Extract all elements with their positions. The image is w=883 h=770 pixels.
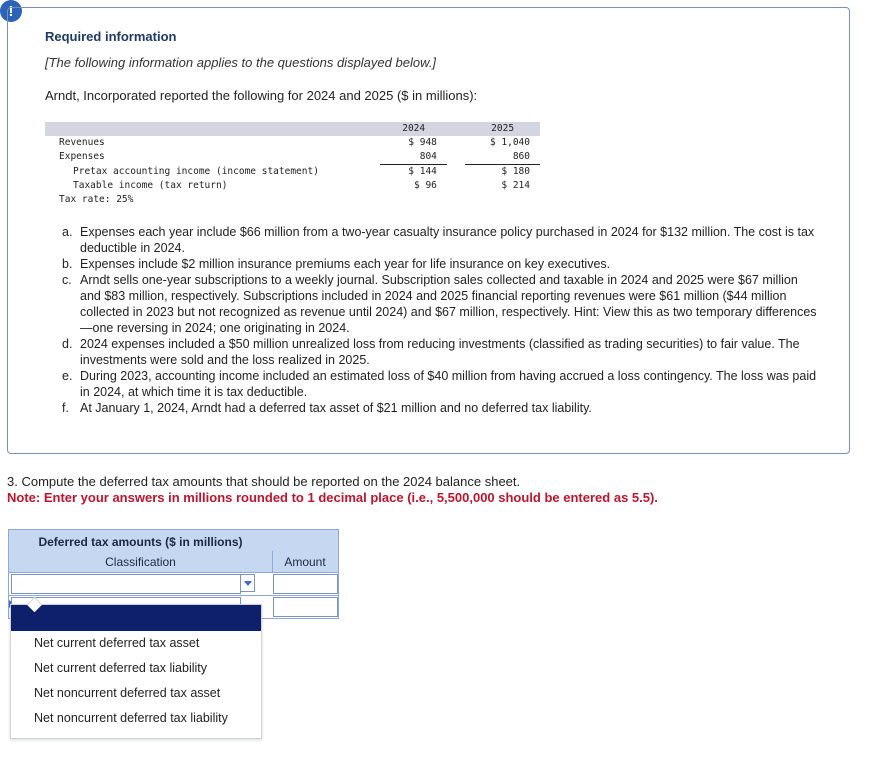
answer-table-header — [9, 530, 338, 572]
list-item — [62, 224, 822, 256]
table-row — [45, 193, 540, 207]
answer-table-title: Deferred tax amounts ($ in millions) — [38, 535, 243, 549]
row-label: Pretax accounting income (income statement) — [73, 165, 319, 177]
note-text: Arndt sells one-year subscriptions to a weekly journal. Subscription sales collected and taxable in 2024 and 2025 were $67 million and $83 million, respectively. Subscriptions included in 2024 and 2025 financial reporting revenues were $61 million ($44 million collected in 2023 but not recognized as revenue until 2024) and $67 million, respectively. Hint: View this as two temporary differences—one reversing in 2024; one originating in 2024. — [80, 273, 817, 335]
table-row — [45, 136, 540, 150]
note-text: 2024 expenses included a $50 million unrealized loss from reducing investments (classified as trading securities) to fair value. The investments were sold and the loss realized in 2025. — [80, 337, 800, 367]
value-2024: $ 96 — [414, 180, 437, 191]
dropdown-option[interactable]: Net noncurrent deferred tax asset — [34, 686, 221, 700]
dropdown-selected-blank-option[interactable] — [11, 605, 261, 631]
row-label: Taxable income (tax return) — [73, 180, 228, 191]
list-item — [62, 256, 822, 272]
classification-dropdown-menu — [10, 604, 262, 739]
dropdown-option[interactable]: Net current deferred tax asset — [34, 636, 200, 650]
exclamation-icon: ! — [0, 0, 22, 22]
dropdown-toggle-button[interactable] — [240, 574, 255, 592]
table-row — [45, 179, 540, 193]
value-2024: 804 — [380, 150, 446, 165]
column-header-classification: Classification — [105, 555, 176, 569]
value-2025: 860 — [465, 150, 540, 165]
financial-data-table — [45, 122, 540, 207]
answer-note: Note: Enter your answers in millions rounded to 1 decimal place (i.e., 5,500,000 should be entered as 5.5). — [7, 490, 658, 505]
list-item — [62, 272, 822, 336]
list-item — [62, 400, 822, 416]
note-text: Expenses include $2 million insurance premiums each year for life insurance on key executives. — [80, 257, 611, 271]
table-row — [45, 150, 540, 165]
note-letter: c. — [62, 273, 72, 287]
note-letter: d. — [62, 337, 73, 351]
notes-list — [62, 224, 822, 416]
note-text: During 2023, accounting income included an estimated loss of $40 million from having accrued a loss contingency. The loss was paid in 2024, at which time it is tax deductible. — [80, 369, 817, 399]
list-item — [62, 336, 822, 368]
note-letter: e. — [62, 369, 73, 383]
value-2025: $ 214 — [501, 180, 530, 191]
classification-select[interactable] — [11, 574, 241, 594]
note-letter: a. — [62, 225, 73, 239]
dropdown-option[interactable]: Net noncurrent deferred tax liability — [34, 711, 228, 725]
value-2025: $ 1,040 — [489, 137, 530, 148]
note-text: Expenses each year include $66 million from a two-year casualty insurance policy purchased in 2024 for $132 million. The cost is tax deductible in 2024. — [80, 225, 815, 255]
value-2025: $ 180 — [501, 166, 530, 177]
note-text: At January 1, 2024, Arndt had a deferred tax asset of $21 million and no deferred tax liability. — [80, 401, 592, 415]
list-item — [62, 368, 822, 400]
row-label: Revenues — [59, 137, 105, 148]
dropdown-option[interactable]: Net current deferred tax liability — [34, 661, 207, 675]
column-header-amount: Amount — [284, 555, 326, 569]
value-2024: $ 948 — [408, 137, 437, 148]
intro-text: Arndt, Incorporated reported the following for 2024 and 2025 ($ in millions): — [45, 88, 478, 103]
info-note: [The following information applies to the questions displayed below.] — [45, 55, 436, 70]
table-row — [9, 572, 338, 595]
value-2024: $ 144 — [408, 166, 437, 177]
question-text: 3. Compute the deferred tax amounts that should be reported on the 2024 balance sheet. — [7, 474, 521, 489]
note-letter: f. — [62, 401, 69, 415]
header-2025: 2025 — [465, 122, 540, 136]
note-letter: b. — [62, 257, 73, 271]
info-title: Required information — [45, 29, 177, 44]
amount-input[interactable] — [273, 574, 338, 594]
tax-rate: Tax rate: 25% — [59, 194, 134, 205]
amount-input[interactable] — [273, 597, 338, 617]
table-header-row — [45, 122, 540, 136]
row-label: Expenses — [59, 151, 105, 163]
chevron-down-icon — [244, 581, 252, 586]
table-row — [45, 165, 540, 180]
header-2024: 2024 — [380, 122, 446, 136]
